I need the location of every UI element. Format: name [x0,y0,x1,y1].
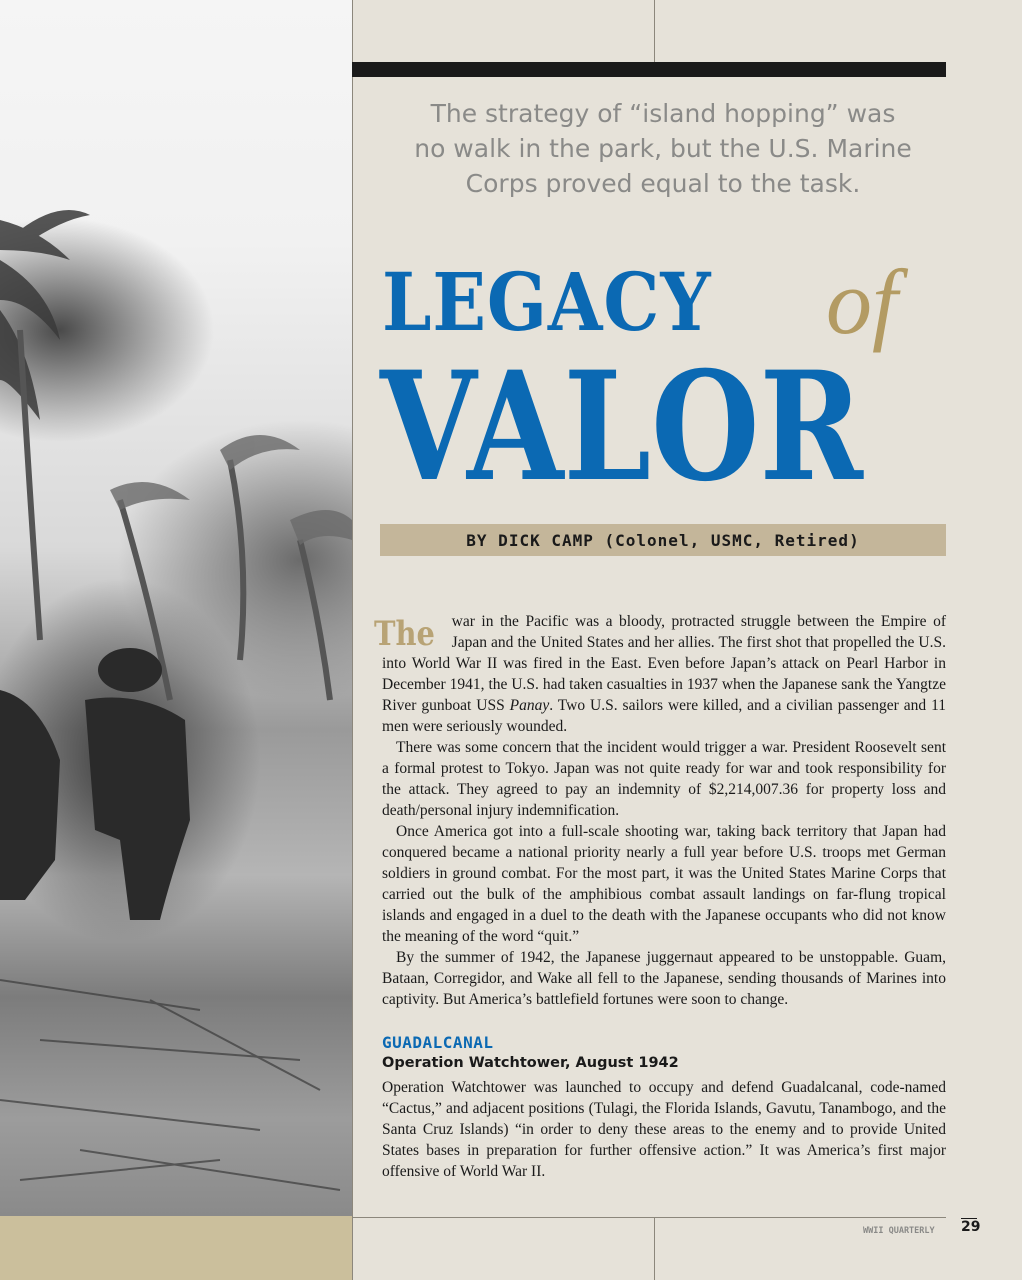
ship-name: Panay [509,697,550,714]
column-divider [352,0,353,1280]
dropcap: The [374,614,435,654]
photo-bottom-band [0,1216,352,1280]
deck-line-2: no walk in the park, but the U.S. Marine [414,134,912,163]
section-body: Operation Watchtower was launched to occupy and defend Guadalcanal, code-named “Cactus,” and adjacent positions (Tulagi, the Florida Islands, Gavutu, Tanambogo, and the Santa Cruz Islands) “in order to deny these areas to the enemy and to provide United States bases in preparation for further offensive action.” It was America’s first major offensive of World War II. [382,1079,946,1180]
paragraph-2: There was some concern that the incident would trigger a war. President Roosevelt sent a formal protest to Tokyo. Japan was not quite ready for war and took responsibility for the attack. They agreed to pay an indemnity of $2,214,007.36 for property loss and death/personal injury indemnification. [382,739,946,819]
top-vertical-rule [654,0,655,62]
paragraph-1-end: . Two U.S. sailors were killed, and a civilian passenger and 11 men were seriously wounded. [382,697,946,735]
byline: BY DICK CAMP (Colonel, USMC, Retired) [466,530,860,550]
article-body [374,611,946,1010]
photo-illustration [0,0,352,1216]
page-number: 29 [961,1219,981,1235]
header-black-bar [352,62,946,77]
section-heading: GUADALCANAL [382,1033,494,1052]
deck-subtitle [380,96,946,201]
title-legacy: LEGACY [382,255,712,349]
byline-bar [380,524,946,556]
deck-line-3: Corps proved equal to the task. [465,169,861,198]
beach-landing-photo [0,0,352,1216]
deck-line-1: The strategy of “island hopping” was [430,99,896,128]
section-subheading: Operation Watchtower, August 1942 [382,1055,679,1071]
footer-rule [352,1217,946,1218]
title-of: of [826,251,898,353]
title-valor: VALOR [380,339,863,515]
paragraph-1-text: war in the Pacific was a bloody, protracted struggle between the Empire of Japan and the United States and her allies. The first shot that propelled the U.S. into World War II was fired in the East. Even before Japan’s attack on Pearl Harbor in December 1941, the U.S. had taken casualties in 1937 when the Japanese sank the Yangtze River gunboat USS [382,613,946,714]
paragraph-4: By the summer of 1942, the Japanese juggernaut appeared to be unstoppable. Guam, Bataan, Corregidor, and Wake all fell to the Japanese, sending thousands of Marines into captivity. But America’s battlefield fortunes were soon to change. [382,949,946,1008]
magazine-name: WWII QUARTERLY [863,1226,935,1236]
bottom-vertical-rule [654,1218,655,1280]
paragraph-1 [374,611,946,737]
paragraph-3: Once America got into a full-scale shooting war, taking back territory that Japan had conquered became a national priority nearly a full year before U.S. troops met German soldiers in ground combat. For the most part, it was the United States Marine Corps that carried out the bulk of the amphibious combat assault landings on far-flung tropical islands and engaged in a duel to the death with the Japanese occupants who did not know the meaning of the word “quit.” [382,823,946,945]
